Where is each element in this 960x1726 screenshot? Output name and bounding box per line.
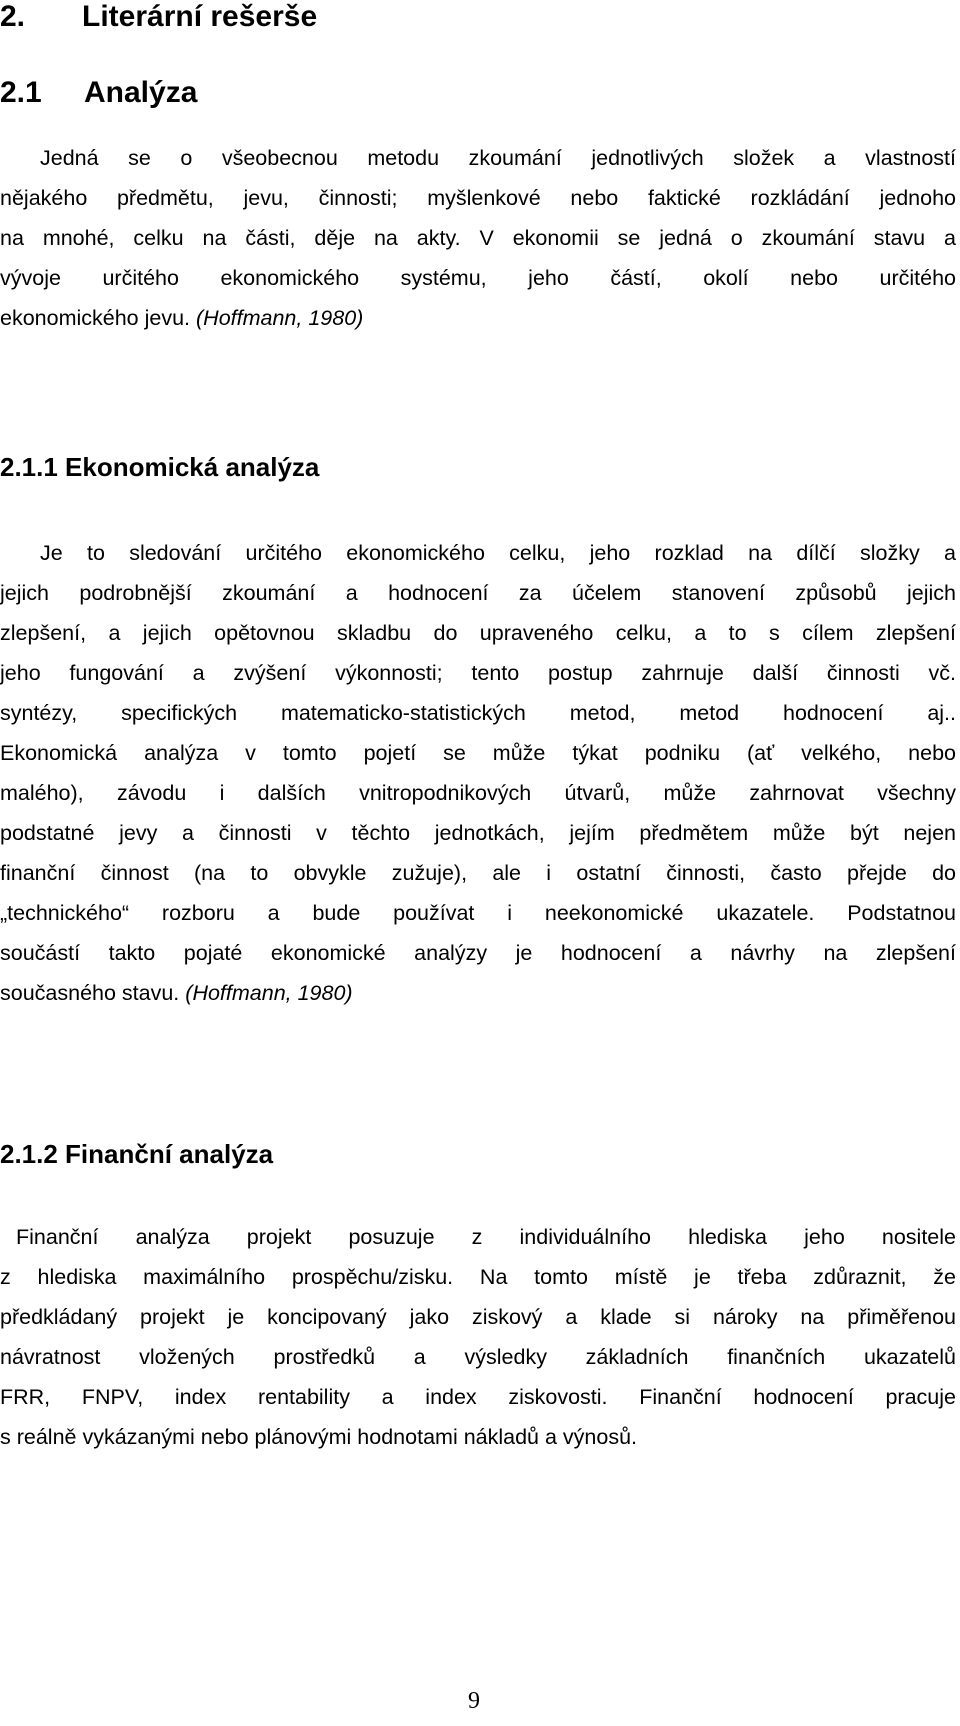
paragraph-text: současného stavu. xyxy=(0,981,180,1005)
paragraph-line: podstatné jevy a činnosti v těchto jednotkách, jejím předmětem může být nejen xyxy=(0,821,956,845)
paragraph-line: s reálně vykázanými nebo plánovými hodnotami nákladů a výnosů. xyxy=(0,1425,638,1449)
financial-analysis-paragraph xyxy=(0,1217,956,1457)
paragraph-line: syntézy, specifických matematicko-statistických metod, metod hodnocení aj.. xyxy=(0,701,956,725)
paragraph-line: součástí takto pojaté ekonomické analýzy je hodnocení a návrhy na zlepšení xyxy=(0,941,956,965)
section-heading xyxy=(0,76,197,110)
paragraph-line: jeho fungování a zvýšení výkonnosti; tento postup zahrnuje další činnosti vč. xyxy=(0,661,956,685)
paragraph-line: nějakého předmětu, jevu, činnosti; myšlenkové nebo faktické rozkládání jednoho xyxy=(0,186,956,210)
paragraph-line: Finanční analýza projekt posuzuje z individuálního hlediska jeho nositele xyxy=(16,1225,956,1249)
paragraph-line: jejich podrobnější zkoumání a hodnocení za účelem stanovení způsobů jejich xyxy=(0,581,956,605)
paragraph-line: FRR, FNPV, index rentability a index ziskovosti. Finanční hodnocení pracuje xyxy=(0,1385,956,1409)
paragraph-text: ekonomického jevu. xyxy=(0,306,191,330)
paragraph-line: zlepšení, a jejich opětovnou skladbu do upraveného celku, a to s cílem zlepšení xyxy=(0,621,956,645)
subsection-heading-economic-analysis: 2.1.1 Ekonomická analýza xyxy=(0,452,320,482)
paragraph-line xyxy=(0,298,956,338)
page-number: 9 xyxy=(468,1688,480,1714)
citation: (Hoffmann, 1980) xyxy=(196,306,364,330)
subsection-heading-financial-analysis: 2.1.2 Finanční analýza xyxy=(0,1139,274,1169)
chapter-title: Literární rešerše xyxy=(82,0,318,33)
section-title: Analýza xyxy=(84,76,198,109)
paragraph-line xyxy=(0,973,956,1013)
paragraph-line: finanční činnost (na to obvykle zužuje), ale i ostatní činnosti, často přejde do xyxy=(0,861,956,885)
paragraph-line: „technického“ rozboru a bude používat i neekonomické ukazatele. Podstatnou xyxy=(0,901,956,925)
paragraph-line: malého), závodu i dalších vnitropodnikových útvarů, může zahrnovat všechny xyxy=(0,781,956,805)
paragraph-line: předkládaný projekt je koncipovaný jako ziskový a klade si nároky na přiměřenou xyxy=(0,1305,956,1329)
paragraph-line: na mnohé, celku na části, děje na akty. V ekonomii se jedná o zkoumání stavu a xyxy=(0,226,956,250)
paragraph-line: Jedná se o všeobecnou metodu zkoumání jednotlivých složek a vlastností xyxy=(40,146,956,170)
citation: (Hoffmann, 1980) xyxy=(185,981,353,1005)
paragraph-line: vývoje určitého ekonomického systému, jeho částí, okolí nebo určitého xyxy=(0,266,956,290)
section-number: 2.1 xyxy=(0,76,42,109)
paragraph-line: návratnost vložených prostředků a výsledky základních finančních ukazatelů xyxy=(0,1345,956,1369)
paragraph-line: Je to sledování určitého ekonomického celku, jeho rozklad na dílčí složky a xyxy=(40,541,956,565)
section-paragraph xyxy=(0,138,956,338)
chapter-heading xyxy=(0,0,317,34)
paragraph-line: z hlediska maximálního prospěchu/zisku. Na tomto místě je třeba zdůraznit, že xyxy=(0,1265,956,1289)
economic-analysis-paragraph xyxy=(0,533,956,1013)
paragraph-line: Ekonomická analýza v tomto pojetí se může týkat podniku (ať velkého, nebo xyxy=(0,741,956,765)
chapter-number: 2. xyxy=(0,0,26,33)
